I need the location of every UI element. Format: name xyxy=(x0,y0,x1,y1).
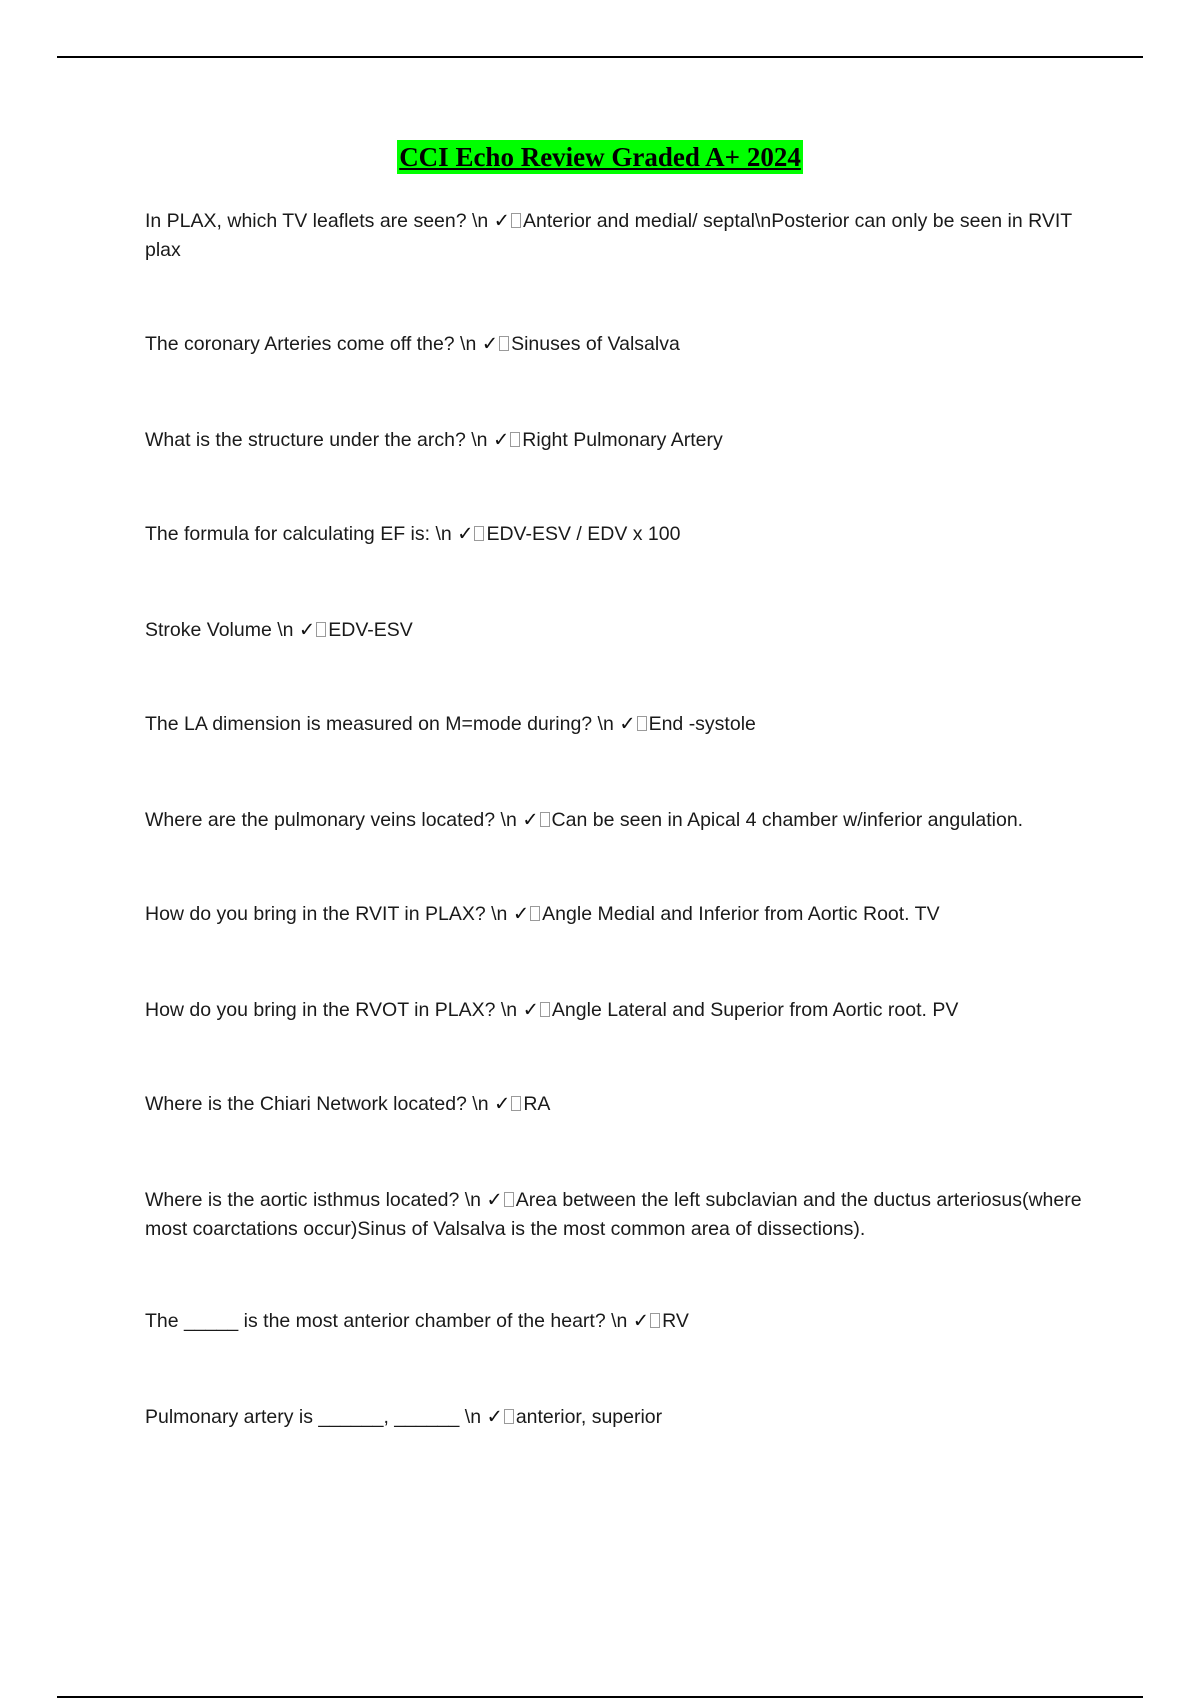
checkmark-icon: ✓ xyxy=(493,209,511,232)
answer-text: Right Pulmonary Artery xyxy=(522,429,723,451)
qa-item xyxy=(145,206,1085,265)
question-text: Where is the Chiari Network located? \n xyxy=(145,1093,494,1115)
placeholder-box-icon xyxy=(499,336,509,351)
qa-item xyxy=(145,1089,1085,1119)
checkmark-icon: ✓ xyxy=(493,1092,511,1115)
qa-item xyxy=(145,1402,1085,1432)
question-text: Pulmonary artery is ______, ______ \n xyxy=(145,1406,487,1428)
qa-item xyxy=(145,805,1085,835)
placeholder-box-icon xyxy=(504,1409,514,1424)
placeholder-box-icon xyxy=(511,213,521,228)
answer-text: Sinuses of Valsalva xyxy=(511,333,680,355)
question-text: In PLAX, which TV leaflets are seen? \n xyxy=(145,210,494,232)
qa-item xyxy=(145,1185,1085,1244)
question-text: Stroke Volume \n xyxy=(145,619,299,641)
answer-text: EDV-ESV / EDV x 100 xyxy=(486,523,681,545)
answer-text: RA xyxy=(523,1093,551,1115)
question-text: The coronary Arteries come off the? \n xyxy=(145,333,482,355)
placeholder-box-icon xyxy=(530,906,540,921)
question-text: How do you bring in the RVOT in PLAX? \n xyxy=(145,999,523,1021)
checkmark-icon: ✓ xyxy=(486,1188,503,1211)
placeholder-box-icon xyxy=(540,812,550,827)
checkmark-icon: ✓ xyxy=(522,808,539,831)
placeholder-box-icon xyxy=(650,1313,660,1328)
qa-item xyxy=(145,709,1085,739)
question-text: Where is the aortic isthmus located? \n xyxy=(145,1189,487,1211)
placeholder-box-icon xyxy=(637,716,647,731)
qa-item xyxy=(145,329,1085,359)
answer-text: Area between the left subclavian and the ductus arteriosus(where most coarctations occur)Sinus of Valsalva is the most common area of dissections). xyxy=(145,1189,1082,1240)
checkmark-icon: ✓ xyxy=(486,1405,503,1428)
qa-item xyxy=(145,899,1085,929)
checkmark-icon: ✓ xyxy=(619,712,636,735)
qa-item xyxy=(145,1306,1085,1336)
question-text: Where are the pulmonary veins located? \n xyxy=(145,809,523,831)
answer-text: End -systole xyxy=(648,713,756,735)
answer-text: RV xyxy=(662,1310,689,1332)
checkmark-icon: ✓ xyxy=(298,618,316,641)
checkmark-icon: ✓ xyxy=(522,998,539,1021)
answer-text: Angle Medial and Inferior from Aortic Root. TV xyxy=(542,903,940,925)
placeholder-box-icon xyxy=(316,622,326,637)
answer-text: Angle Lateral and Superior from Aortic root. PV xyxy=(551,999,959,1021)
question-text: What is the structure under the arch? \n xyxy=(145,429,493,451)
checkmark-icon: ✓ xyxy=(512,902,530,925)
qa-item xyxy=(145,519,1085,549)
answer-text: Anterior and medial/ septal\nPosterior can only be seen in RVIT plax xyxy=(145,210,1072,261)
checkmark-icon: ✓ xyxy=(632,1309,650,1332)
question-text: The LA dimension is measured on M=mode during? \n xyxy=(145,713,620,735)
qa-list xyxy=(145,206,1085,1432)
question-text: How do you bring in the RVIT in PLAX? \n xyxy=(145,903,513,925)
answer-text: EDV-ESV xyxy=(328,619,413,641)
question-text: The formula for calculating EF is: \n xyxy=(145,523,458,545)
placeholder-box-icon xyxy=(511,1096,521,1111)
title-container xyxy=(0,140,1200,174)
checkmark-icon: ✓ xyxy=(457,522,474,545)
header-rule xyxy=(57,56,1143,58)
answer-text: anterior, superior xyxy=(515,1406,663,1428)
placeholder-box-icon xyxy=(474,526,484,541)
checkmark-icon: ✓ xyxy=(492,428,510,451)
footer-rule xyxy=(57,1696,1143,1698)
qa-item xyxy=(145,425,1085,455)
placeholder-box-icon xyxy=(540,1002,550,1017)
placeholder-box-icon xyxy=(504,1192,514,1207)
question-text: The _____ is the most anterior chamber of the heart? \n xyxy=(145,1310,633,1332)
placeholder-box-icon xyxy=(510,432,520,447)
checkmark-icon: ✓ xyxy=(481,332,499,355)
qa-item xyxy=(145,615,1085,645)
document-title: CCI Echo Review Graded A+ 2024 xyxy=(399,142,801,172)
answer-text: Can be seen in Apical 4 chamber w/inferior angulation. xyxy=(551,809,1024,831)
qa-item xyxy=(145,995,1085,1025)
